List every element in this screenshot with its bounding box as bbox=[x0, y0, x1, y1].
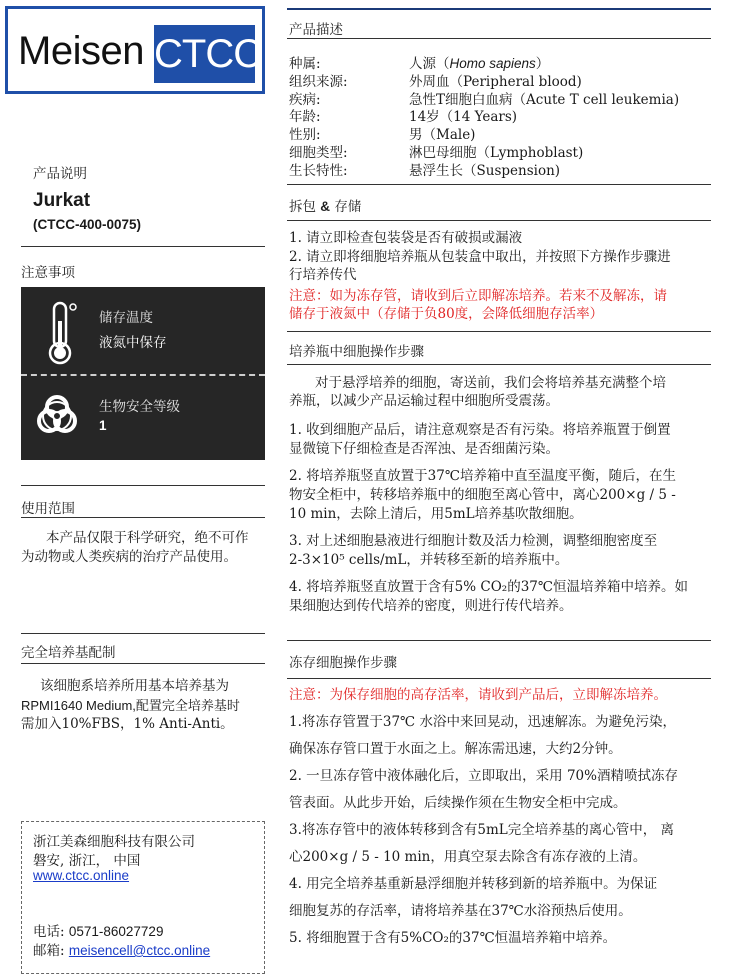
company-phone bbox=[33, 920, 163, 940]
medium-title: 完全培养基配制 bbox=[21, 645, 116, 661]
email-label: 邮箱: bbox=[33, 943, 65, 959]
frozen-step-2-line1: 2. 一旦冻存管中液体融化后，立即取出，采用 70%酒精喷拭冻存 bbox=[289, 768, 678, 784]
scope-text-line1: 本产品仅限于科学研究，绝不可作 bbox=[46, 530, 249, 546]
biosafety-level-label: 生物安全等级 bbox=[99, 399, 180, 415]
product-manual-label: 产品说明 bbox=[33, 166, 87, 182]
frozen-step-5: 5. 将细胞置于含有5%CO₂的37℃恒温培养箱中培养。 bbox=[289, 930, 617, 946]
company-logo bbox=[5, 6, 265, 94]
divider bbox=[287, 331, 711, 332]
frozen-warning: 注意：为保存细胞的高存活率，请收到产品后，立即解冻培养。 bbox=[289, 687, 667, 703]
frozen-procedure-title: 冻存细胞操作步骤 bbox=[289, 655, 397, 671]
flask-step-3-line2: 2-3×10⁵ cells/mL，并转移至新的培养瓶中。 bbox=[289, 552, 569, 568]
frozen-step-1-line2: 确保冻存管口置于水面之上。解冻需迅速，大约2分钟。 bbox=[289, 741, 622, 757]
divider bbox=[287, 364, 711, 365]
unpack-step-2-line1: 2. 请立即将细胞培养瓶从包装盒中取出，并按照下方操作步骤进 bbox=[289, 249, 671, 265]
medium-text-line2: RPMI1640 Medium,配置完全培养基时 bbox=[21, 698, 240, 713]
divider bbox=[21, 485, 265, 486]
unpack-warning-line2: 储存于液氮中（存储于负80度，会降低细胞存活率） bbox=[289, 306, 604, 322]
phone-label: 电话: bbox=[33, 924, 65, 940]
phone-number: 0571-86027729 bbox=[68, 924, 164, 939]
divider bbox=[287, 8, 711, 10]
logo-text-meisen: Meisen bbox=[18, 29, 144, 73]
frozen-step-1-line1: 1.将冻存管置于37℃ 水浴中来回晃动，迅速解冻。为避免污染， bbox=[289, 714, 676, 730]
company-contact-box bbox=[21, 821, 265, 974]
info-key: 生长特性: bbox=[289, 162, 348, 179]
info-key: 细胞类型: bbox=[289, 145, 348, 161]
info-value: 急性T细胞白血病（Acute T cell leukemia) bbox=[409, 91, 680, 108]
biohazard-icon bbox=[31, 390, 83, 442]
info-key: 疾病: bbox=[289, 91, 321, 108]
info-key: 性别: bbox=[289, 127, 321, 144]
company-email bbox=[33, 939, 210, 959]
scope-text-line2: 为动物或人类疾病的治疗产品使用。 bbox=[21, 549, 237, 565]
description-title: 产品描述 bbox=[289, 22, 343, 38]
flask-step-3-line1: 3. 对上述细胞悬液进行细胞计数及活力检测，调整细胞密度至 bbox=[289, 533, 658, 549]
storage-temp-value: 液氮中保存 bbox=[99, 335, 167, 351]
flask-step-4-line1: 4. 将培养瓶竖直放置于含有5% CO₂的37℃恒温培养箱中培养。如 bbox=[289, 579, 688, 595]
flask-step-1-line2: 显微镜下仔细检查是否浑浊、是否细菌污染。 bbox=[289, 441, 559, 457]
thermometer-icon bbox=[43, 299, 81, 367]
frozen-step-4-line2: 细胞复苏的存活率，请将培养基在37℃水浴预热后使用。 bbox=[289, 903, 632, 919]
notice-title: 注意事项 bbox=[21, 265, 75, 281]
flask-step-2-line1: 2. 将培养瓶竖直放置于37℃培养箱中直至温度平衡，随后，在生 bbox=[289, 468, 676, 484]
divider bbox=[21, 663, 265, 664]
medium-text-line3: 需加入10%FBS，1% Anti-Anti。 bbox=[21, 716, 234, 732]
divider bbox=[21, 246, 265, 247]
divider bbox=[287, 678, 711, 679]
divider bbox=[287, 640, 711, 641]
biosafety-level-value: 1 bbox=[99, 418, 107, 433]
flask-step-4-line2: 果细胞达到传代培养的密度，则进行传代培养。 bbox=[289, 598, 573, 614]
logo-text-ctcc: CTCC bbox=[154, 25, 255, 83]
unpack-storage-title: 拆包 & 存储 bbox=[289, 199, 362, 215]
divider bbox=[287, 220, 711, 221]
email-link[interactable]: meisencell@ctcc.online bbox=[68, 943, 211, 958]
company-name: 浙江美森细胞科技有限公司 bbox=[33, 834, 195, 850]
flask-step-1-line1: 1. 收到细胞产品后，请注意观察是否有污染。将培养瓶置于倒置 bbox=[289, 422, 671, 438]
flask-procedure-title: 培养瓶中细胞操作步骤 bbox=[289, 344, 424, 360]
frozen-step-3-line2: 心200×g / 5 - 10 min，用真空泵去除含有冻存液的上清。 bbox=[289, 849, 647, 865]
product-code: (CTCC-400-0075) bbox=[33, 217, 142, 232]
info-key: 年龄: bbox=[289, 109, 321, 126]
medium-text-line1: 该细胞系培养所用基本培养基为 bbox=[40, 678, 229, 694]
storage-temp-label: 储存温度 bbox=[99, 310, 153, 326]
info-value: 14岁（14 Years) bbox=[409, 109, 518, 126]
flask-intro-line2: 养瓶，以减少产品运输过程中细胞所受震荡。 bbox=[289, 393, 559, 409]
divider bbox=[21, 633, 265, 634]
flask-step-2-line2: 物安全柜中，转移培养瓶中的细胞至离心管中，离心200×g / 5 - bbox=[289, 487, 676, 503]
info-key: 组织来源: bbox=[289, 73, 348, 90]
dashed-separator bbox=[21, 374, 265, 376]
divider bbox=[287, 38, 711, 39]
unpack-step-2-line2: 行培养传代 bbox=[289, 267, 357, 283]
unpack-warning-line1: 注意：如为冻存管，请收到后立即解冻培养。若来不及解冻，请 bbox=[289, 288, 667, 304]
info-value: 悬浮生长（Suspension) bbox=[409, 162, 561, 179]
info-value: 外周血（Peripheral blood) bbox=[409, 73, 582, 90]
storage-safety-panel bbox=[21, 287, 265, 460]
scope-title: 使用范围 bbox=[21, 501, 75, 517]
divider bbox=[287, 184, 711, 185]
flask-intro-line1: 对于悬浮培养的细胞，寄送前，我们会将培养基充满整个培 bbox=[315, 375, 666, 391]
info-value: 男（Male) bbox=[409, 127, 476, 144]
company-website-link[interactable]: www.ctcc.online bbox=[33, 868, 130, 883]
frozen-step-3-line1: 3.将冻存管中的液体转移到含有5mL完全培养基的离心管中， 离 bbox=[289, 822, 675, 838]
info-value: 淋巴母细胞（Lymphoblast) bbox=[409, 145, 584, 161]
company-address: 磐安, 浙江， 中国 bbox=[33, 853, 141, 869]
product-name: Jurkat bbox=[33, 190, 91, 211]
frozen-step-4-line1: 4. 用完全培养基重新悬浮细胞并转移到新的培养瓶中。为保证 bbox=[289, 876, 658, 892]
info-key: 种属: bbox=[289, 56, 321, 72]
info-value: 人源（Homo sapiens） bbox=[409, 56, 550, 72]
frozen-step-2-line2: 管表面。从此步开始，后续操作须在生物安全柜中完成。 bbox=[289, 795, 627, 811]
divider bbox=[21, 517, 265, 518]
unpack-step-1: 1. 请立即检查包装袋是否有破损或漏液 bbox=[289, 230, 523, 246]
flask-step-2-line3: 10 min，去除上清后，用5mL培养基吹散细胞。 bbox=[289, 506, 583, 522]
